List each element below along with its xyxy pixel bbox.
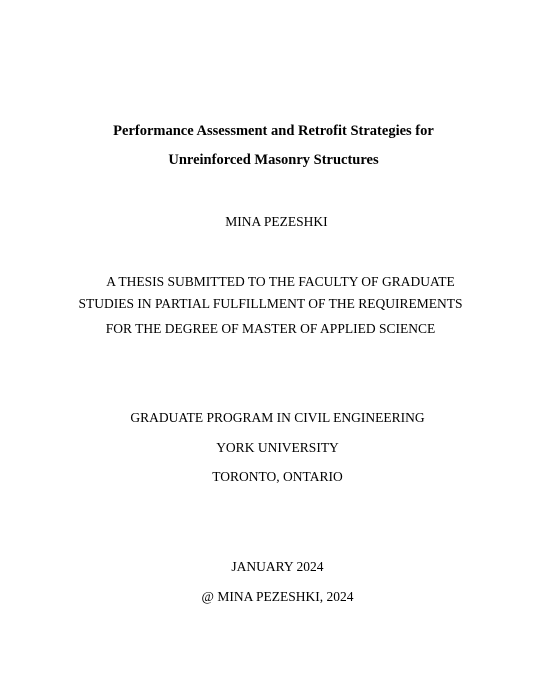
statement-line-1: A THESIS SUBMITTED TO THE FACULTY OF GRADUATE bbox=[106, 274, 455, 289]
graduate-program: GRADUATE PROGRAM IN CIVIL ENGINEERING bbox=[130, 410, 425, 425]
university-name: YORK UNIVERSITY bbox=[216, 440, 339, 455]
author-name: MINA PEZESHKI bbox=[225, 214, 328, 229]
submission-date: JANUARY 2024 bbox=[231, 559, 324, 574]
copyright-notice: @ MINA PEZESHKI, 2024 bbox=[201, 589, 354, 604]
statement-line-2: STUDIES IN PARTIAL FULFILLMENT OF THE REQUIREMENTS bbox=[78, 296, 463, 311]
university-location: TORONTO, ONTARIO bbox=[212, 469, 343, 484]
thesis-title-line-2: Unreinforced Masonry Structures bbox=[168, 152, 379, 168]
thesis-title-line-1: Performance Assessment and Retrofit Strategies for bbox=[113, 123, 434, 139]
statement-line-3: FOR THE DEGREE OF MASTER OF APPLIED SCIENCE bbox=[105, 321, 436, 336]
